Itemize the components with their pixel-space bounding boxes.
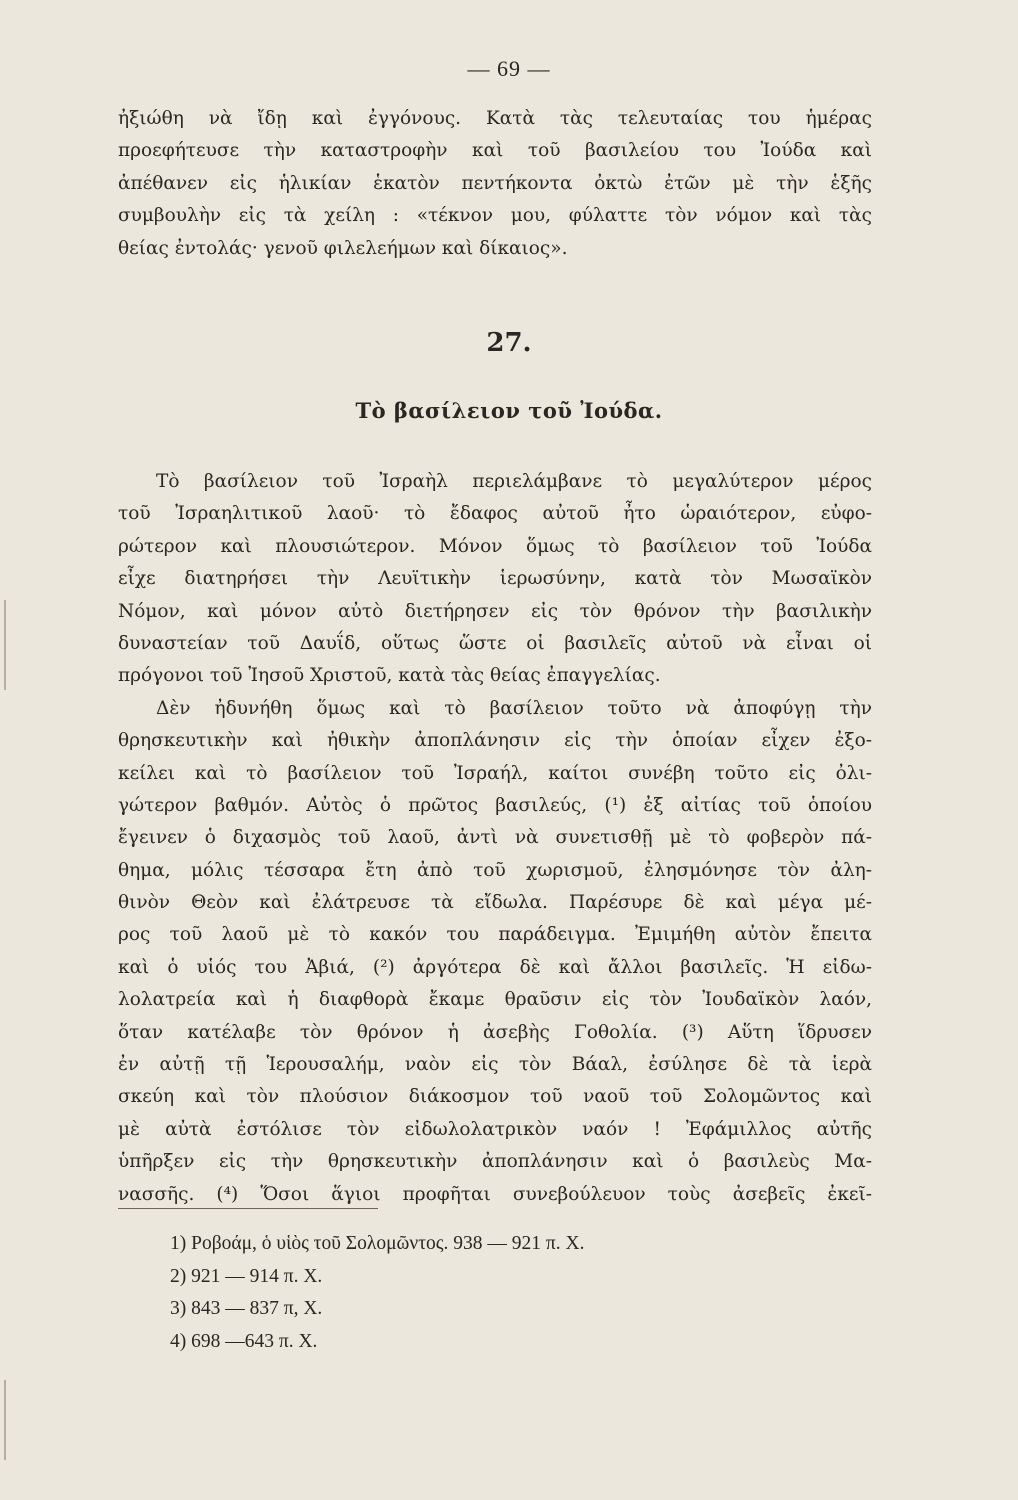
page-number: — 69 — (467, 56, 551, 81)
footnote-divider (118, 1208, 378, 1209)
text-line: Τὸ βασίλειον τοῦ Ἰσραὴλ περιελάμβανε τὸ μεγαλύτερον μέρος (156, 471, 872, 492)
footnotes (170, 1228, 870, 1358)
page-edge-shadow (4, 600, 6, 690)
text-line: τοῦ Ἰσραηλιτικοῦ λαοῦ· τὸ ἔδαφος αὐτοῦ ἦτο ὡραιότερον, εὐφο- (118, 503, 872, 525)
text-line: θινὸν Θεὸν καὶ ἐλάτρευσε τὰ εἴδωλα. Παρέσυρε δὲ καὶ μέγα μέ- (118, 892, 872, 914)
page-edge-shadow (4, 1380, 6, 1460)
top-paragraph (118, 103, 872, 265)
text-line: ἐν αὐτῇ τῇ Ἱερουσαλήμ, ναὸν εἰς τὸν Βάαλ, ἐσύλησε δὲ τὰ ἱερὰ (118, 1054, 872, 1076)
text-line: λολατρεία καὶ ἡ διαφθορὰ ἔκαμε θραῦσιν εἰς τὸν Ἰουδαϊκὸν λαόν, (118, 989, 872, 1011)
text-line: ἔγεινεν ὁ διχασμὸς τοῦ λαοῦ, ἀντὶ νὰ συνετισθῇ μὲ τὸ φοβερὸν πά- (118, 827, 872, 849)
text-line: ἀπέθανεν εἰς ἡλικίαν ἑκατὸν πεντήκοντα ὀκτὼ ἐτῶν μὲ τὴν ἑξῆς (118, 172, 872, 194)
text-line: καὶ ὁ υἱός του Ἀβιά, (²) ἀργότερα δὲ καὶ ἄλλοι βασιλεῖς. Ἡ εἰδω- (118, 956, 872, 978)
footnote: 4) 698 —643 π. Χ. (170, 1330, 318, 1352)
text-line: θείας ἐντολάς· γενοῦ φιλελεήμων καὶ δίκαιος». (118, 237, 568, 259)
section-number: 27. (486, 328, 532, 358)
text-line: ὅταν κατέλαβε τὸν θρόνον ἡ ἀσεβὴς Γοθολία. (³) Αὕτη ἵδρυσεν (118, 1021, 872, 1043)
text-line: θρησκευτικὴν καὶ ἠθικὴν ἀποπλάνησιν εἰς τὴν ὁποίαν εἶχεν ἐξο- (118, 730, 872, 752)
text-line: Δὲν ἠδυνήθη ὅμως καὶ τὸ βασίλειον τοῦτο νὰ ἀποφύγῃ τὴν (156, 697, 872, 719)
text-line: ρώτερον καὶ πλουσιώτερον. Μόνον ὅμως τὸ βασίλειον τοῦ Ἰούδα (118, 535, 872, 557)
text-line: γώτερον βαθμόν. Αὐτὸς ὁ πρῶτος βασιλεύς, (¹) ἐξ αἰτίας τοῦ ὁποίου (118, 794, 872, 816)
section-title: Τὸ βασίλειον τοῦ Ἰούδα. (355, 398, 663, 423)
text-line: δυναστείαν τοῦ Δαυΐδ, οὕτως ὥστε οἱ βασιλεῖς αὐτοῦ νὰ εἶναι οἱ (118, 632, 872, 654)
body-text (118, 466, 872, 1211)
text-line: συμβουλὴν εἰς τὰ χείλη : «τέκνον μου, φύλαττε τὸν νόμον καὶ τὰς (118, 205, 872, 227)
text-line: ρος τοῦ λαοῦ μὲ τὸ κακόν του παράδειγμα. Ἐμιμήθη αὐτὸν ἔπειτα (118, 924, 872, 946)
text-line: εἶχε διατηρήσει τὴν Λευϊτικὴν ἱερωσύνην, κατὰ τὸν Μωσαϊκὸν (118, 568, 872, 590)
footnote: 1) Ροβοάμ, ὁ υἱὸς τοῦ Σολομῶντος. 938 — 921 π. Χ. (170, 1233, 585, 1254)
text-line: κείλει καὶ τὸ βασίλειον τοῦ Ἰσραήλ, καίτοι συνέβη τοῦτο εἰς ὀλι- (118, 762, 872, 784)
text-line: σκεύη καὶ τὸν πλούσιον διάκοσμον τοῦ ναοῦ τοῦ Σολομῶντος καὶ (118, 1086, 872, 1108)
text-line: μὲ αὐτὰ ἐστόλισε τὸν εἰδωλολατρικὸν ναόν ! Ἐφάμιλλος αὐτῆς (118, 1118, 872, 1140)
text-line: νασσῆς. (⁴) Ὅσοι ἅγιοι προφῆται συνεβούλευον τοὺς ἀσεβεῖς ἐκεῖ- (118, 1183, 872, 1205)
text-line: ὑπῆρξεν εἰς τὴν θρησκευτικὴν ἀποπλάνησιν καὶ ὁ βασιλεὺς Μα- (118, 1151, 872, 1173)
footnote: 3) 843 — 837 π, Χ. (170, 1298, 323, 1319)
text-line: ἠξιώθη νὰ ἴδῃ καὶ ἐγγόνους. Κατὰ τὰς τελευταίας του ἡμέρας (118, 108, 872, 129)
footnote: 2) 921 — 914 π. Χ. (170, 1265, 323, 1287)
text-line: πρόγονοι τοῦ Ἰησοῦ Χριστοῦ, κατὰ τὰς θείας ἐπαγγελίας. (118, 665, 661, 687)
text-line: Νόμον, καὶ μόνον αὐτὸ διετήρησεν εἰς τὸν θρόνον τὴν βασιλικὴν (118, 600, 872, 622)
text-line: προεφήτευσε τὴν καταστροφὴν καὶ τοῦ βασιλείου του Ἰούδα καὶ (118, 140, 872, 162)
text-line: θημα, μόλις τέσσαρα ἔτη ἀπὸ τοῦ χωρισμοῦ, ἐλησμόνησε τὸν ἀλη- (118, 859, 872, 881)
